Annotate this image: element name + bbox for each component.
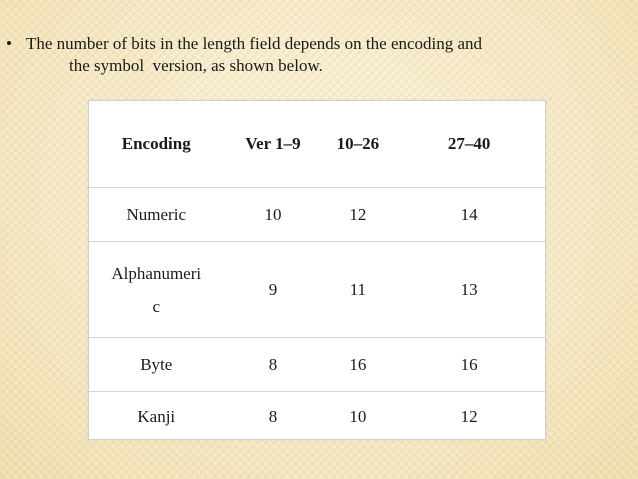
table-row: [89, 392, 545, 443]
table-row: [89, 242, 545, 338]
cell-value: 12: [322, 188, 393, 242]
header-encoding: Encoding: [89, 101, 224, 188]
cell-encoding: Numeric: [89, 188, 224, 242]
bullet-item: [6, 33, 626, 55]
cell-value: 10: [224, 188, 323, 242]
table-row: [89, 188, 545, 242]
table-grid: [89, 101, 545, 442]
bullet-text-line2: the symbol version, as shown below.: [69, 56, 323, 75]
cell-encoding: Kanji: [137, 407, 176, 426]
cell-value: 8: [224, 338, 323, 392]
header-ver-1-9: Ver 1–9: [224, 101, 323, 188]
cell-encoding: [89, 242, 224, 338]
bullet-text-line1: The number of bits in the length field depends on the encoding and: [26, 34, 483, 53]
length-bits-table: [88, 100, 546, 440]
cell-encoding-line2: c: [152, 296, 161, 316]
cell-value: 12: [460, 407, 478, 426]
cell-encoding: Byte: [89, 338, 224, 392]
cell-value: 8: [268, 407, 278, 426]
header-ver-27-40: 27–40: [393, 101, 545, 188]
bullet-icon: •: [6, 34, 12, 53]
cell-encoding-line1: Alphanumeri: [111, 263, 202, 283]
cell-value: 11: [322, 242, 393, 338]
cell-value: 14: [393, 188, 545, 242]
slide-body: [6, 33, 626, 77]
table-header-row: [89, 101, 545, 188]
header-ver-10-26: 10–26: [322, 101, 393, 188]
table-row: [89, 338, 545, 392]
cell-value: 16: [393, 338, 545, 392]
cell-value: 13: [393, 242, 545, 338]
cell-value: 9: [224, 242, 323, 338]
cell-value: 16: [322, 338, 393, 392]
cell-value: 10: [349, 407, 367, 426]
